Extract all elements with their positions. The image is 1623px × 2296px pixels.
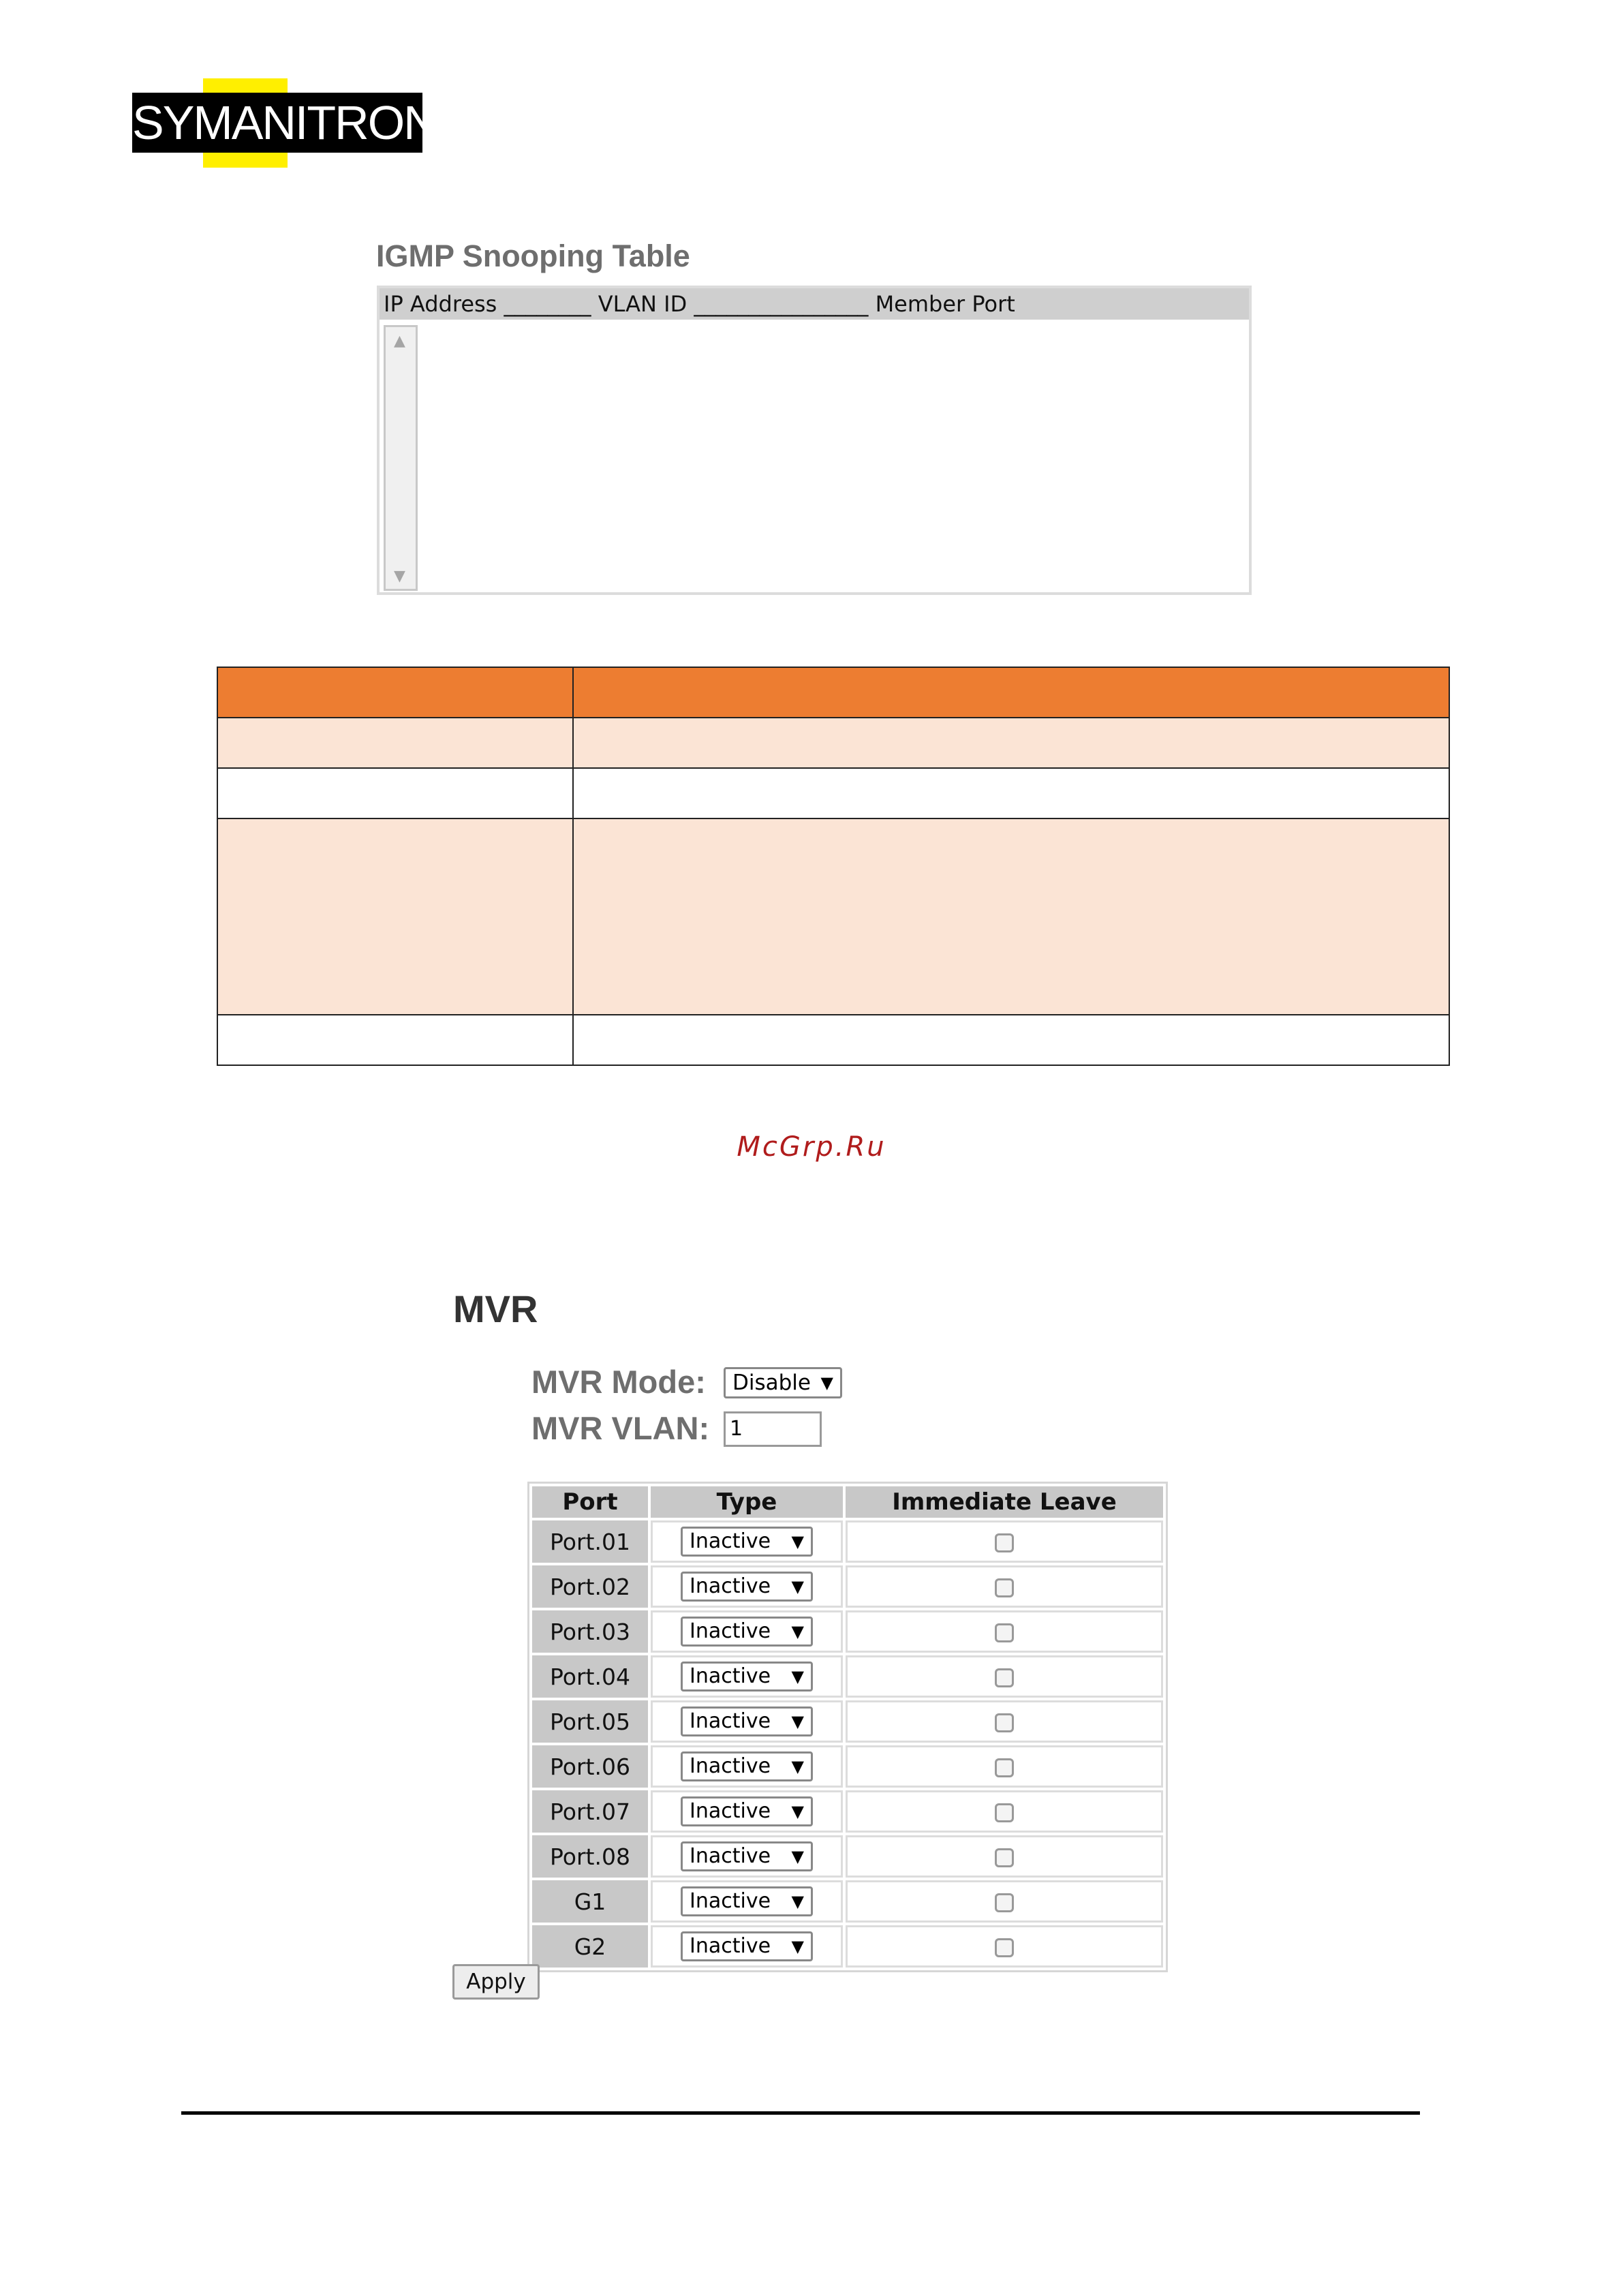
port-type-select[interactable] bbox=[681, 1931, 813, 1961]
description-table-header-row bbox=[217, 667, 1449, 718]
dropdown-arrow-icon: ▼ bbox=[820, 1373, 833, 1392]
port-type-select[interactable] bbox=[681, 1572, 813, 1602]
port-name: Port.06 bbox=[532, 1745, 648, 1788]
mvr-port-row bbox=[532, 1610, 1163, 1653]
mvr-mode-select[interactable] bbox=[724, 1367, 842, 1398]
mvr-port-row bbox=[532, 1835, 1163, 1878]
mvr-vlan-label: MVR VLAN: bbox=[531, 1410, 710, 1446]
description-row bbox=[217, 768, 1449, 818]
apply-button[interactable]: Apply bbox=[452, 1964, 540, 2000]
dropdown-arrow-icon: ▼ bbox=[791, 1712, 804, 1731]
description-cell bbox=[573, 768, 1449, 818]
mvr-port-row bbox=[532, 1880, 1163, 1923]
mvr-port-row bbox=[532, 1520, 1163, 1563]
immediate-leave-checkbox[interactable] bbox=[995, 1803, 1014, 1822]
igmp-snooping-table bbox=[377, 286, 1252, 595]
type-cell bbox=[651, 1655, 843, 1698]
dropdown-arrow-icon: ▼ bbox=[791, 1577, 804, 1596]
mvr-port-row bbox=[532, 1790, 1163, 1833]
description-header-cell-1 bbox=[217, 667, 573, 718]
port-type-select[interactable] bbox=[681, 1706, 813, 1736]
port-type-value: Inactive bbox=[690, 1844, 771, 1868]
dropdown-arrow-icon: ▼ bbox=[791, 1892, 804, 1911]
immediate-leave-cell bbox=[846, 1835, 1163, 1878]
immediate-leave-cell bbox=[846, 1610, 1163, 1653]
type-cell bbox=[651, 1520, 843, 1563]
igmp-list-scrollbar[interactable] bbox=[384, 325, 418, 591]
immediate-leave-cell bbox=[846, 1745, 1163, 1788]
dropdown-arrow-icon: ▼ bbox=[791, 1622, 804, 1641]
type-cell bbox=[651, 1790, 843, 1833]
description-row bbox=[217, 1015, 1449, 1065]
type-cell bbox=[651, 1835, 843, 1878]
immediate-leave-checkbox[interactable] bbox=[995, 1848, 1014, 1867]
description-header-cell-2 bbox=[573, 667, 1449, 718]
column-header-port: Port bbox=[532, 1486, 648, 1518]
immediate-leave-checkbox[interactable] bbox=[995, 1893, 1014, 1912]
type-cell bbox=[651, 1925, 843, 1968]
watermark-link[interactable]: McGrp.Ru bbox=[737, 1131, 886, 1163]
immediate-leave-cell bbox=[846, 1520, 1163, 1563]
immediate-leave-checkbox[interactable] bbox=[995, 1623, 1014, 1642]
description-cell bbox=[573, 1015, 1449, 1065]
scroll-up-icon[interactable]: ▲ bbox=[394, 333, 405, 350]
type-cell bbox=[651, 1610, 843, 1653]
description-cell bbox=[217, 768, 573, 818]
dropdown-arrow-icon: ▼ bbox=[791, 1532, 804, 1551]
port-type-select[interactable] bbox=[681, 1751, 813, 1781]
mvr-port-row bbox=[532, 1925, 1163, 1968]
dropdown-arrow-icon: ▼ bbox=[791, 1802, 804, 1821]
mvr-table-header-row bbox=[532, 1486, 1163, 1518]
immediate-leave-cell bbox=[846, 1790, 1163, 1833]
igmp-table-header: IP Address ________ VLAN ID ________________ Member Port bbox=[380, 288, 1249, 320]
column-header-type: Type bbox=[651, 1486, 843, 1518]
description-cell bbox=[573, 818, 1449, 1015]
port-type-value: Inactive bbox=[690, 1889, 771, 1913]
port-type-value: Inactive bbox=[690, 1709, 771, 1733]
dropdown-arrow-icon: ▼ bbox=[791, 1847, 804, 1866]
port-type-value: Inactive bbox=[690, 1574, 771, 1598]
immediate-leave-checkbox[interactable] bbox=[995, 1938, 1014, 1957]
port-name: Port.08 bbox=[532, 1835, 648, 1878]
mvr-port-row bbox=[532, 1655, 1163, 1698]
immediate-leave-cell bbox=[846, 1655, 1163, 1698]
port-name: Port.02 bbox=[532, 1565, 648, 1608]
immediate-leave-cell bbox=[846, 1880, 1163, 1923]
igmp-table-title: IGMP Snooping Table bbox=[376, 239, 690, 273]
immediate-leave-cell bbox=[846, 1565, 1163, 1608]
mvr-mode-label: MVR Mode: bbox=[531, 1364, 706, 1400]
description-cell bbox=[217, 1015, 573, 1065]
port-type-value: Inactive bbox=[690, 1799, 771, 1823]
port-name: Port.07 bbox=[532, 1790, 648, 1833]
mvr-port-row bbox=[532, 1745, 1163, 1788]
port-type-value: Inactive bbox=[690, 1754, 771, 1778]
scroll-down-icon[interactable]: ▼ bbox=[394, 568, 405, 585]
mvr-title: MVR bbox=[453, 1287, 538, 1330]
immediate-leave-cell bbox=[846, 1700, 1163, 1743]
description-cell bbox=[573, 718, 1449, 768]
description-row bbox=[217, 818, 1449, 1015]
immediate-leave-checkbox[interactable] bbox=[995, 1578, 1014, 1597]
type-cell bbox=[651, 1745, 843, 1788]
immediate-leave-checkbox[interactable] bbox=[995, 1668, 1014, 1687]
type-cell bbox=[651, 1700, 843, 1743]
port-type-value: Inactive bbox=[690, 1664, 771, 1688]
port-type-value: Inactive bbox=[690, 1934, 771, 1958]
port-name: Port.05 bbox=[532, 1700, 648, 1743]
port-name: Port.01 bbox=[532, 1520, 648, 1563]
description-cell bbox=[217, 718, 573, 768]
port-type-select[interactable] bbox=[681, 1617, 813, 1647]
port-name: Port.04 bbox=[532, 1655, 648, 1698]
mvr-port-row bbox=[532, 1700, 1163, 1743]
port-name: G1 bbox=[532, 1880, 648, 1923]
mvr-mode-value: Disable bbox=[732, 1371, 811, 1395]
port-type-select[interactable] bbox=[681, 1841, 813, 1871]
description-cell bbox=[217, 818, 573, 1015]
port-type-select[interactable] bbox=[681, 1796, 813, 1826]
footer-divider bbox=[181, 2111, 1420, 2115]
mvr-port-table bbox=[527, 1482, 1168, 1972]
immediate-leave-cell bbox=[846, 1925, 1163, 1968]
immediate-leave-checkbox[interactable] bbox=[995, 1713, 1014, 1732]
immediate-leave-checkbox[interactable] bbox=[995, 1758, 1014, 1777]
port-type-select[interactable] bbox=[681, 1662, 813, 1692]
port-name: G2 bbox=[532, 1925, 648, 1968]
port-type-select[interactable] bbox=[681, 1886, 813, 1916]
port-name: Port.03 bbox=[532, 1610, 648, 1653]
igmp-entry-list[interactable] bbox=[384, 325, 1248, 591]
description-table bbox=[217, 667, 1450, 1066]
symanitron-logo bbox=[132, 78, 437, 168]
port-type-value: Inactive bbox=[690, 1619, 771, 1643]
logo-text: SYMANITRON bbox=[132, 96, 437, 149]
mvr-vlan-input[interactable]: 1 bbox=[724, 1411, 822, 1447]
mvr-port-row bbox=[532, 1565, 1163, 1608]
type-cell bbox=[651, 1565, 843, 1608]
type-cell bbox=[651, 1880, 843, 1923]
column-header-immediate-leave: Immediate Leave bbox=[846, 1486, 1163, 1518]
immediate-leave-checkbox[interactable] bbox=[995, 1533, 1014, 1552]
dropdown-arrow-icon: ▼ bbox=[791, 1937, 804, 1956]
port-type-value: Inactive bbox=[690, 1529, 771, 1553]
dropdown-arrow-icon: ▼ bbox=[791, 1757, 804, 1776]
port-type-select[interactable] bbox=[681, 1527, 813, 1557]
description-row bbox=[217, 718, 1449, 768]
dropdown-arrow-icon: ▼ bbox=[791, 1667, 804, 1686]
